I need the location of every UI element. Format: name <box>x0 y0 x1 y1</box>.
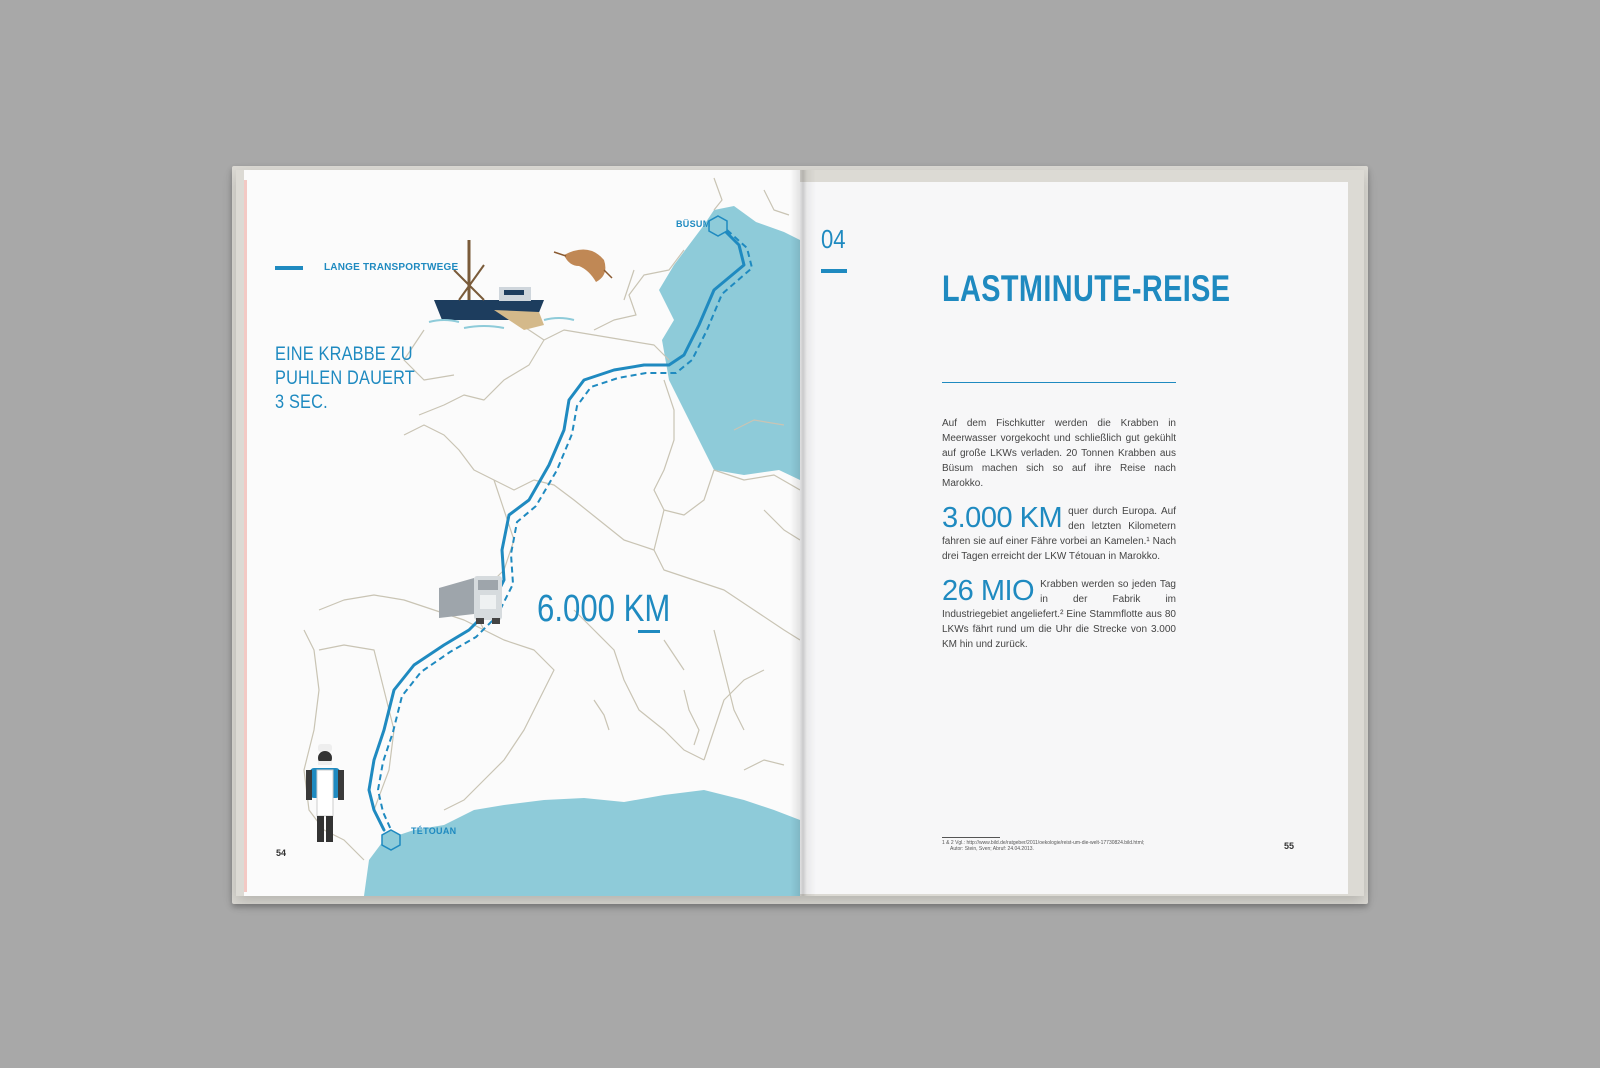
section-marker <box>275 266 303 270</box>
page-number-right: 55 <box>1284 841 1295 851</box>
mediterranean-sea <box>364 790 800 896</box>
footnote-author: Autor: Stein, Sven; Abruf: 24.04.2013. <box>950 846 1034 852</box>
section-label: LANGE TRANSPORTWEGE <box>324 262 459 273</box>
footnote-rule <box>942 837 1000 838</box>
intro-paragraph: Auf dem Fischkutter werden die Krabben in Meerwasser vorgekocht und schließlich gut gekühlt auf große LKWs verladen. 20 Tonnen Krabben aus Büsum machen sich so auf ihre Reise nach Marokko. <box>942 418 1176 489</box>
truck-icon <box>439 576 502 624</box>
germany-region <box>659 206 800 480</box>
distance-underline <box>638 630 660 633</box>
chapter-title: LASTMINUTE-REISE <box>942 268 1231 309</box>
stat-paragraph-count <box>942 577 1176 652</box>
stat-paragraph-distance <box>942 504 1176 564</box>
footnote <box>942 840 1152 852</box>
left-headline: EINE KRABBE ZU PUHLEN DAUERT 3 SEC. <box>275 344 415 413</box>
city-label-tetouan: TÉTOUAN <box>411 826 457 836</box>
footnote-source: 1 & 2 Vgl.: http://www.bild.de/ratgeber/2011/oekologie/reist-um-die-welt-17730824.bild.html; <box>942 840 1145 846</box>
title-rule <box>942 382 1176 383</box>
stat-distance-value: 3.000 KM <box>942 502 1063 534</box>
europe-route-map <box>244 170 800 896</box>
fishing-boat-icon <box>429 240 574 330</box>
left-page <box>244 170 800 896</box>
right-page <box>800 182 1348 894</box>
stat-count-value: 26 MIO <box>942 575 1035 607</box>
hexagon-marker-icon <box>382 830 400 850</box>
stat-distance-text: quer durch Europa. Auf den letzten Kilometern fahren sie auf einer Fähre vorbei an Kamelen.¹ Nach drei Tagen erreicht der LKW Tétouan in Marokko. <box>942 506 1176 562</box>
worker-icon <box>306 744 344 842</box>
city-label-buesum: BÜSUM <box>676 219 711 229</box>
chapter-marker <box>821 269 847 273</box>
stat-count-text: Krabben werden so jeden Tag in der Fabrik im Industriegebiet angeliefert.² Eine Stammflotte aus 80 LKWs fährt rund um die Uhr die Strecke von 3.000 KM hin und zurück. <box>942 579 1176 650</box>
page-number-left: 54 <box>276 848 287 858</box>
chapter-number: 04 <box>821 224 846 254</box>
shrimp-icon <box>554 250 612 282</box>
body-text <box>942 416 1176 665</box>
distance-figure: 6.000 KM <box>537 588 671 630</box>
hexagon-marker-icon <box>709 216 727 236</box>
